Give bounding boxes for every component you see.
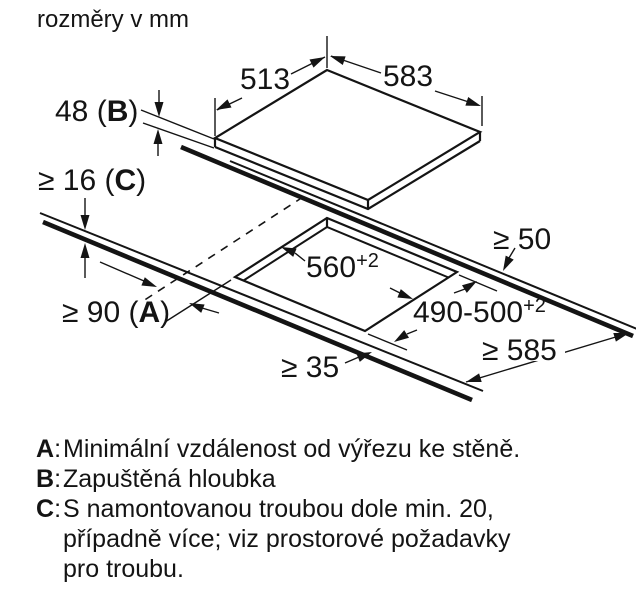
dim-90a-label: ≥ 90 (A) <box>62 296 171 329</box>
legend-text-c-line1: S namontovanou troubou dole min. 20, <box>63 495 494 523</box>
dim-585-label: ≥ 585 <box>482 334 557 367</box>
legend-item-c: C: S namontovanou troubou dole min. 20, případně více; viz prostorové požadavky pro troubu. <box>36 495 511 583</box>
dim-583-label: 583 <box>382 60 434 93</box>
dim-513-label: 513 <box>239 63 291 96</box>
legend-item-a: A: Minimální vzdálenost od výřezu ke stěně. <box>36 435 521 463</box>
legend-text-c-line2: případně více; viz prostorové požadavky <box>63 525 511 553</box>
legend <box>36 434 626 584</box>
page-title: rozměry v mm <box>37 6 189 33</box>
legend-item-b: B: Zapuštěná hloubka <box>36 465 276 493</box>
legend-letter-b: B <box>36 465 55 493</box>
legend-text-c-line3: pro troubu. <box>63 555 184 583</box>
dim-50-label: ≥ 50 <box>493 223 552 256</box>
legend-letter-a: A <box>36 435 55 463</box>
dim-560-label: $560^{+2}$ <box>306 250 379 284</box>
dim-490-500-label: $490-500^{+2}$ <box>413 295 546 329</box>
dim-35-label: ≥ 35 <box>281 351 340 384</box>
dim-16c-label: ≥ 16 (C) <box>38 164 147 197</box>
legend-text-a: Minimální vzdálenost od výřezu ke stěně. <box>63 435 521 463</box>
dim-48b-label: 48 (B) <box>55 95 139 128</box>
legend-text-b: Zapuštěná hloubka <box>63 465 276 493</box>
legend-letter-c: C <box>36 495 55 523</box>
